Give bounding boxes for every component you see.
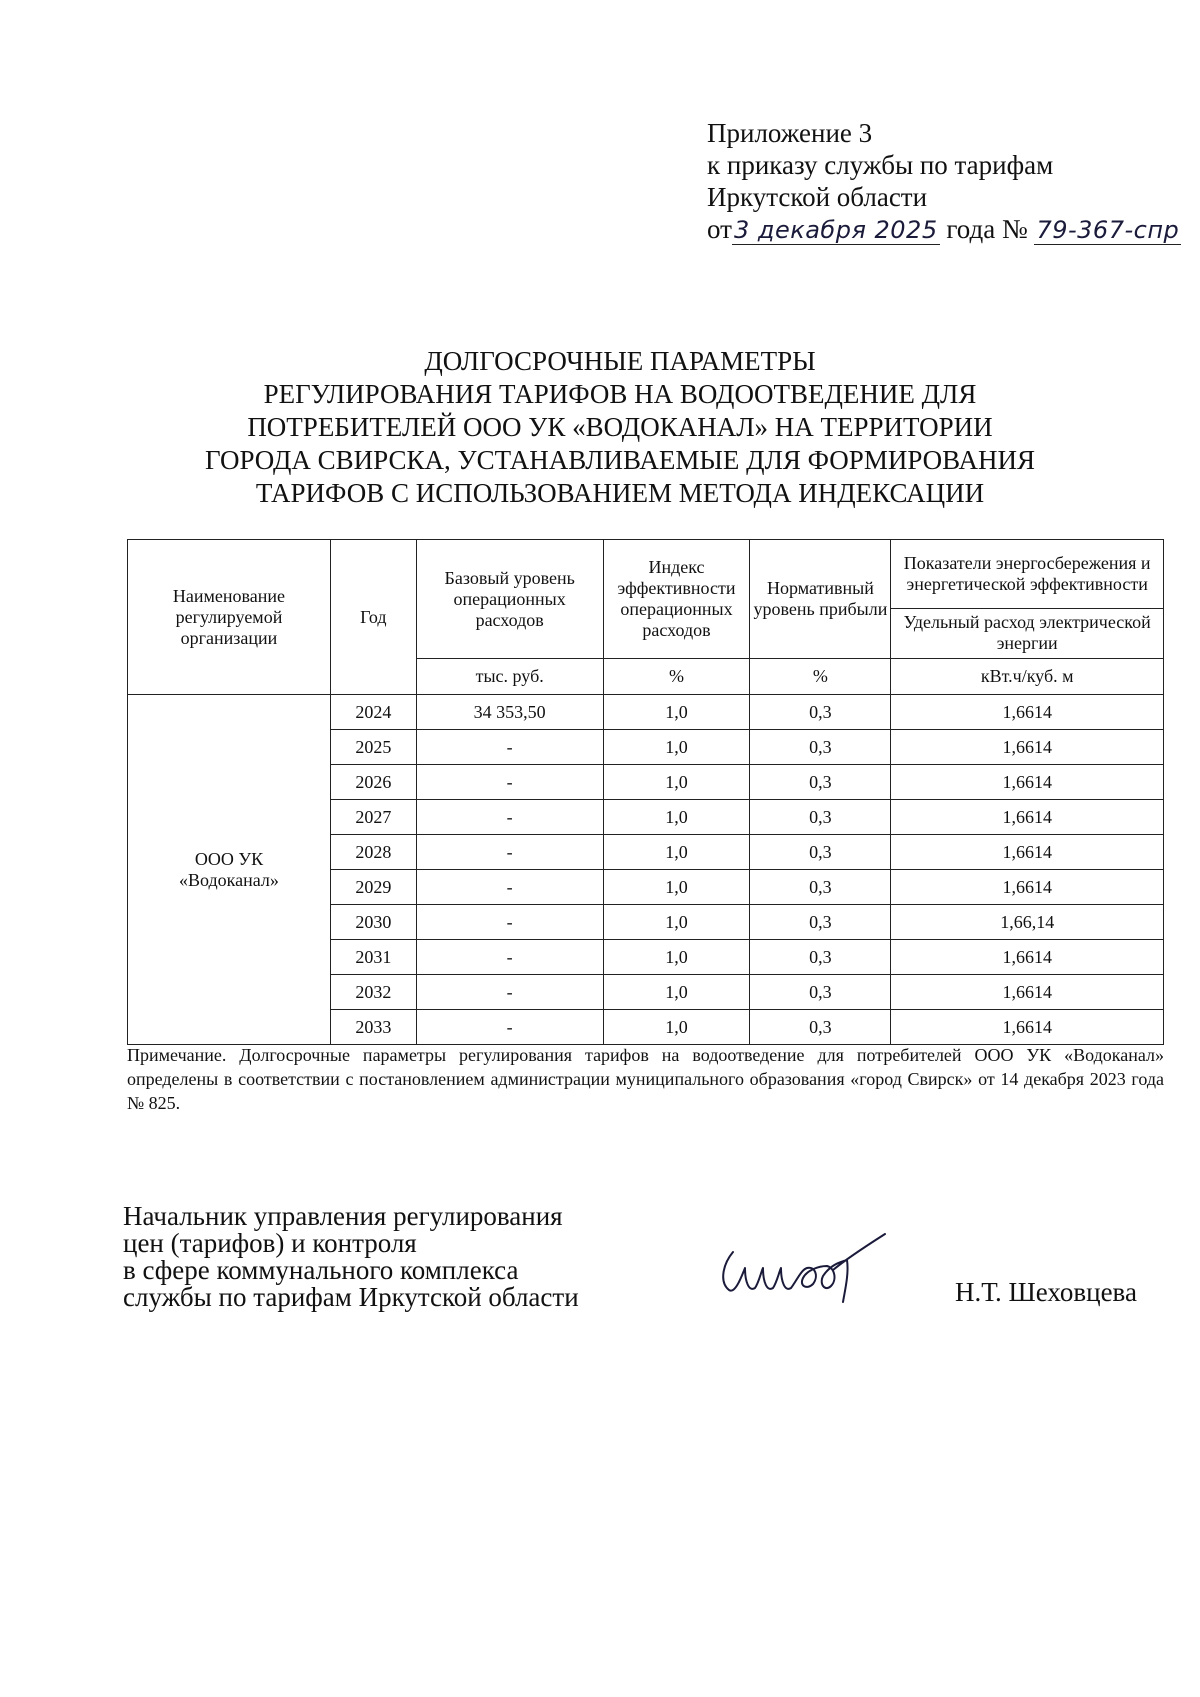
cell-base-level: -: [416, 1010, 603, 1045]
signatory-line-2: цен (тарифов) и контроля: [123, 1228, 417, 1258]
cell-year: 2024: [330, 695, 416, 730]
cell-energy-consumption: 1,6614: [891, 940, 1164, 975]
signatory-line-3: в сфере коммунального комплекса: [123, 1255, 519, 1285]
unit-index: %: [603, 659, 750, 695]
cell-profit-level: 0,3: [750, 975, 891, 1010]
cell-profit-level: 0,3: [750, 835, 891, 870]
cell-efficiency-index: 1,0: [603, 870, 750, 905]
cell-year: 2030: [330, 905, 416, 940]
signatory-line-1: Начальник управления регулирования: [123, 1201, 563, 1231]
header-year: Год: [330, 540, 416, 695]
table-note: Примечание. Долгосрочные параметры регулирования тарифов на водоотведение для потребителей ООО УК «Водоканал» определены в соответствии с постановлением администрации муниципального образования «город Свирск» от 14 декабря 2023 года № 825.: [127, 1045, 1164, 1113]
title-line-1: ДОЛГОСРОЧНЫЕ ПАРАМЕТРЫ: [424, 346, 816, 376]
cell-efficiency-index: 1,0: [603, 695, 750, 730]
appendix-line-1: Приложение 3: [707, 118, 873, 148]
appendix-header: [707, 117, 1180, 245]
cell-energy-consumption: 1,6614: [891, 800, 1164, 835]
cell-efficiency-index: 1,0: [603, 975, 750, 1010]
signatory-position: [123, 1203, 643, 1311]
cell-year: 2026: [330, 765, 416, 800]
cell-efficiency-index: 1,0: [603, 835, 750, 870]
unit-energy: кВт.ч/куб. м: [891, 659, 1164, 695]
unit-profit: %: [750, 659, 891, 695]
cell-efficiency-index: 1,0: [603, 940, 750, 975]
cell-profit-level: 0,3: [750, 730, 891, 765]
signatory-line-4: службы по тарифам Иркутской области: [123, 1282, 579, 1312]
cell-profit-level: 0,3: [750, 1010, 891, 1045]
header-profit-level: Нормативный уровень прибыли: [750, 540, 891, 659]
cell-efficiency-index: 1,0: [603, 800, 750, 835]
cell-profit-level: 0,3: [750, 765, 891, 800]
header-efficiency-index: Индекс эффективности операционных расходов: [603, 540, 750, 659]
header-row: [128, 540, 1164, 609]
cell-profit-level: 0,3: [750, 905, 891, 940]
cell-year: 2027: [330, 800, 416, 835]
cell-energy-consumption: 1,6614: [891, 975, 1164, 1010]
cell-base-level: -: [416, 870, 603, 905]
cell-energy-consumption: 1,6614: [891, 765, 1164, 800]
cell-profit-level: 0,3: [750, 870, 891, 905]
header-organization: Наименование регулируемой организации: [128, 540, 331, 695]
header-energy-consumption: Удельный расход электрической энергии: [891, 608, 1164, 658]
cell-profit-level: 0,3: [750, 695, 891, 730]
cell-year: 2025: [330, 730, 416, 765]
cell-efficiency-index: 1,0: [603, 765, 750, 800]
title-line-2: РЕГУЛИРОВАНИЯ ТАРИФОВ НА ВОДООТВЕДЕНИЕ ДЛЯ: [263, 379, 977, 409]
handwritten-order-number: 79-367-спр: [1036, 216, 1180, 244]
cell-base-level: -: [416, 765, 603, 800]
appendix-date-line: [707, 213, 1180, 245]
cell-base-level: -: [416, 730, 603, 765]
unit-base: тыс. руб.: [416, 659, 603, 695]
cell-year: 2033: [330, 1010, 416, 1045]
title-line-3: ПОТРЕБИТЕЛЕЙ ООО УК «ВОДОКАНАЛ» НА ТЕРРИТОРИИ: [247, 412, 993, 442]
cell-base-level: -: [416, 975, 603, 1010]
cell-year: 2031: [330, 940, 416, 975]
cell-energy-consumption: 1,6614: [891, 695, 1164, 730]
cell-efficiency-index: 1,0: [603, 905, 750, 940]
cell-energy-consumption: 1,6614: [891, 835, 1164, 870]
cell-efficiency-index: 1,0: [603, 730, 750, 765]
document-title: [120, 345, 1120, 510]
handwritten-signature: [715, 1230, 945, 1320]
appendix-line-3: Иркутской области: [707, 182, 928, 212]
cell-base-level: -: [416, 905, 603, 940]
cell-base-level: -: [416, 835, 603, 870]
cell-efficiency-index: 1,0: [603, 1010, 750, 1045]
organization-cell: ООО УК «Водоканал»: [128, 695, 331, 1045]
appendix-line-2: к приказу службы по тарифам: [707, 150, 1054, 180]
table-row: [128, 695, 1164, 730]
handwritten-date: 3 декабря 2025: [733, 216, 938, 244]
cell-base-level: -: [416, 800, 603, 835]
cell-base-level: -: [416, 940, 603, 975]
cell-year: 2032: [330, 975, 416, 1010]
signatory-name: Н.Т. Шеховцева: [955, 1277, 1137, 1307]
cell-profit-level: 0,3: [750, 940, 891, 975]
cell-base-level: 34 353,50: [416, 695, 603, 730]
cell-energy-consumption: 1,6614: [891, 870, 1164, 905]
cell-energy-consumption: 1,6614: [891, 730, 1164, 765]
title-line-4: ГОРОДА СВИРСКА, УСТАНАВЛИВАЕМЫЕ ДЛЯ ФОРМИРОВАНИЯ: [205, 445, 1035, 475]
cell-energy-consumption: 1,6614: [891, 1010, 1164, 1045]
year-label: года №: [946, 214, 1028, 244]
header-energy-group: Показатели энергосбережения и энергетической эффективности: [891, 540, 1164, 609]
tariff-parameters-table: [127, 539, 1164, 1045]
cell-profit-level: 0,3: [750, 800, 891, 835]
cell-year: 2029: [330, 870, 416, 905]
date-prefix: от: [707, 214, 732, 244]
cell-energy-consumption: 1,66,14: [891, 905, 1164, 940]
title-line-5: ТАРИФОВ С ИСПОЛЬЗОВАНИЕМ МЕТОДА ИНДЕКСАЦИИ: [255, 478, 985, 508]
cell-year: 2028: [330, 835, 416, 870]
header-base-level: Базовый уровень операционных расходов: [416, 540, 603, 659]
